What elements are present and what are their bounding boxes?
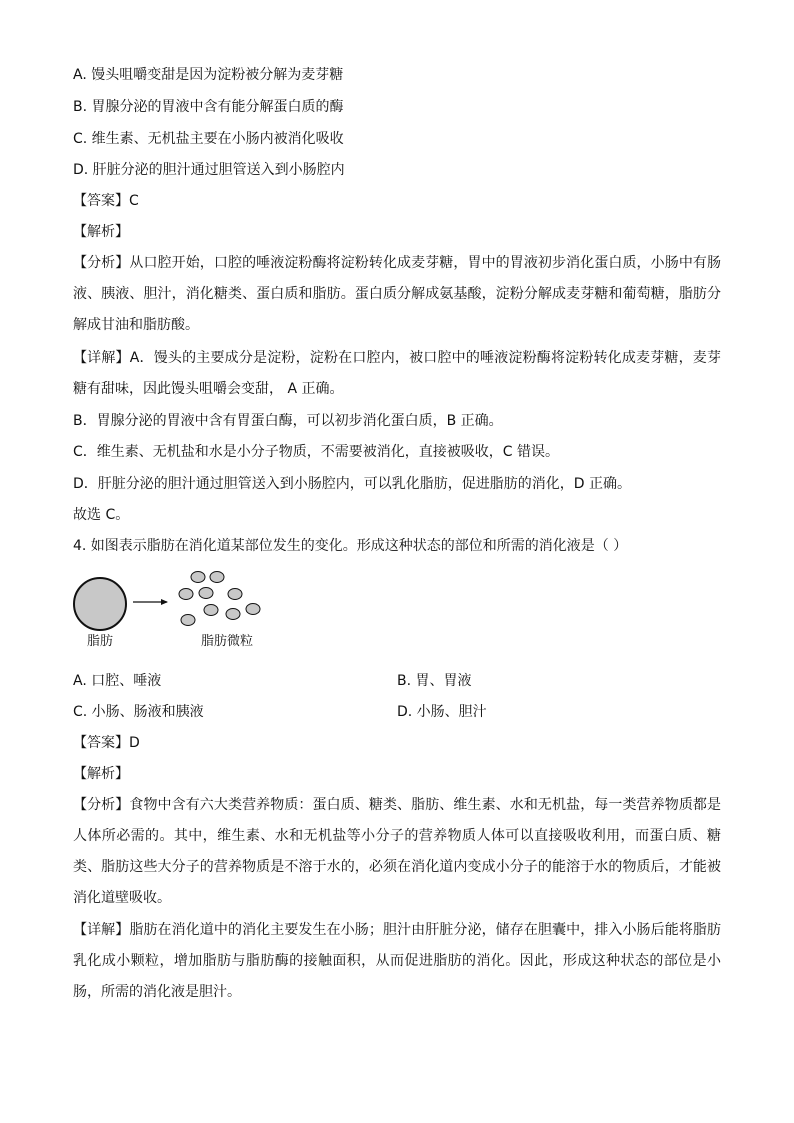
q3-option-b: B. 胃腺分泌的胃液中含有能分解蛋白质的酶 xyxy=(73,99,344,115)
q4-option-c: C. 小肠、肠液和胰液 xyxy=(73,704,204,720)
fat-particle xyxy=(199,588,213,599)
fat-particle xyxy=(210,572,224,583)
q3-detail-b: B．胃腺分泌的胃液中含有胃蛋白酶，可以初步消化蛋白质，B 正确。 xyxy=(73,413,503,429)
fat-particle xyxy=(191,572,205,583)
fat-emulsification-figure xyxy=(65,562,275,652)
label-fat: 脂肪 xyxy=(86,634,114,649)
q3-detail-c: C．维生素、无机盐和水是小分子物质，不需要被消化，直接被吸收，C 错误。 xyxy=(73,444,559,460)
q3-option-c: C. 维生素、无机盐主要在小肠内被消化吸收 xyxy=(73,131,344,147)
fat-particle xyxy=(228,589,242,600)
q3-detail-d: D．肝脏分泌的胆汁通过胆管送入到小肠腔内，可以乳化脂肪，促进脂肪的消化，D 正确。 xyxy=(73,476,632,492)
q3-xiangjie: 【详解】A．馒头的主要成分是淀粉，淀粉在口腔内，被口腔中的唾液淀粉酶将淀粉转化成麦芽糖，麦芽糖有甜味，因此馒头咀嚼会变甜， A 正确。 xyxy=(73,350,721,397)
fat-particle xyxy=(204,605,218,616)
fat-droplet xyxy=(74,578,126,630)
q3-analysis-label: 【解析】 xyxy=(73,224,129,240)
q4-fenxi: 【分析】食物中含有六大类营养物质：蛋白质、糖类、脂肪、维生素、水和无机盐，每一类营养物质都是人体所必需的。其中，维生素、水和无机盐等小分子的营养物质人体可以直接吸收利用，而蛋白质、糖类、脂肪这些大分子的营养物质是不溶于水的，必须在消化道内变成小分子的能溶于水的物质后，才能被消化道壁吸收。 xyxy=(73,797,721,906)
q4-answer: 【答案】D xyxy=(73,735,140,751)
q3-conclusion: 故选 C。 xyxy=(73,507,130,523)
q4-analysis-label: 【解析】 xyxy=(73,766,129,782)
q4-stem: 4. 如图表示脂肪在消化道某部位发生的变化。形成这种状态的部位和所需的消化液是（ ） xyxy=(73,538,628,554)
fat-particles xyxy=(179,572,260,626)
q3-answer: 【答案】C xyxy=(73,193,139,209)
fat-particle xyxy=(246,604,260,615)
q4-option-d: D. 小肠、胆汁 xyxy=(397,704,487,720)
label-fat-particles: 脂肪微粒 xyxy=(200,634,254,649)
fat-particle xyxy=(179,589,193,600)
q4-option-b: B. 胃、胃液 xyxy=(397,673,472,689)
q3-option-d: D. 肝脏分泌的胆汁通过胆管送入到小肠腔内 xyxy=(73,162,345,178)
fat-particle xyxy=(181,615,195,626)
fat-particle xyxy=(226,609,240,620)
q4-option-a: A. 口腔、唾液 xyxy=(73,673,162,689)
q3-option-a: A. 馒头咀嚼变甜是因为淀粉被分解为麦芽糖 xyxy=(73,67,344,83)
q3-fenxi: 【分析】从口腔开始，口腔的唾液淀粉酶将淀粉转化成麦芽糖，胃中的胃液初步消化蛋白质，小肠中有肠液、胰液、胆汁，消化糖类、蛋白质和脂肪。蛋白质分解成氨基酸，淀粉分解成麦芽糖和葡萄糖，脂肪分解成甘油和脂肪酸。 xyxy=(73,255,721,333)
q4-xiangjie: 【详解】脂肪在消化道中的消化主要发生在小肠；胆汁由肝脏分泌，储存在胆囊中，排入小肠后能将脂肪乳化成小颗粒，增加脂肪与脂肪酶的接触面积，从而促进脂肪的消化。因此，形成这种状态的部位是小肠，所需的消化液是胆汁。 xyxy=(73,922,721,1000)
arrow-head xyxy=(161,599,168,605)
